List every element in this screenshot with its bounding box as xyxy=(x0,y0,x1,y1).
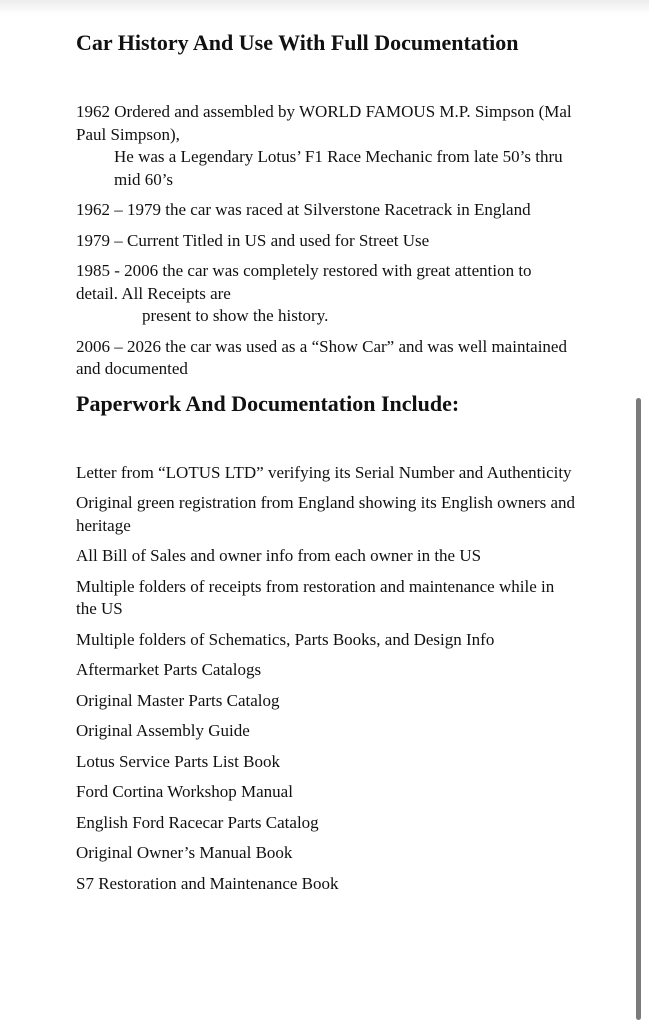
documentation-item: Original Owner’s Manual Book xyxy=(76,843,293,862)
history-heading: Car History And Use With Full Documentation xyxy=(76,30,519,55)
document-page xyxy=(76,28,576,903)
vertical-scrollbar[interactable] xyxy=(636,398,641,1020)
documentation-item: Lotus Service Parts List Book xyxy=(76,751,280,771)
history-list xyxy=(76,101,576,381)
history-entry xyxy=(76,260,576,328)
history-entry-continuation: present to show the history. xyxy=(142,306,329,325)
history-entry-text: 1962 Ordered and assembled by WORLD FAMOUS M.P. Simpson (Mal Paul Simpson), xyxy=(76,102,572,144)
history-entry xyxy=(76,230,576,253)
documentation-list xyxy=(76,462,576,896)
documentation-item: Ford Cortina Workshop Manual xyxy=(76,782,293,801)
history-entry xyxy=(76,101,576,191)
history-entry-continuation: He was a Legendary Lotus’ F1 Race Mechanic from late 50’s thru mid 60’s xyxy=(114,147,563,189)
documentation-item: English Ford Racecar Parts Catalog xyxy=(76,812,319,832)
documentation-heading: Paperwork And Documentation Include: xyxy=(76,390,460,416)
history-entry-text: 2006 – 2026 the car was used as a “Show Car” and was well maintained and documented xyxy=(76,336,567,378)
documentation-item: Letter from “LOTUS LTD” verifying its Serial Number and Authenticity xyxy=(76,462,572,482)
documentation-item: Original Master Parts Catalog xyxy=(76,690,280,710)
documentation-item: Original Assembly Guide xyxy=(76,721,250,740)
history-entry-text: 1985 - 2006 the car was completely restored with great attention to detail. All Receipts are xyxy=(76,261,532,303)
history-entry-text: 1979 – Current Titled in US and used for Street Use xyxy=(76,230,430,250)
history-entry-text: 1962 – 1979 the car was raced at Silverstone Racetrack in England xyxy=(76,200,531,219)
top-shadow xyxy=(0,0,649,14)
history-entry xyxy=(76,336,576,381)
documentation-item: Aftermarket Parts Catalogs xyxy=(76,660,262,679)
documentation-item: S7 Restoration and Maintenance Book xyxy=(76,873,339,893)
documentation-item: Multiple folders of Schematics, Parts Books, and Design Info xyxy=(76,629,495,649)
documentation-item: All Bill of Sales and owner info from each owner in the US xyxy=(76,546,482,565)
documentation-item: Multiple folders of receipts from restoration and maintenance while in the US xyxy=(76,576,555,618)
history-entry xyxy=(76,199,576,222)
documentation-item: Original green registration from England showing its English owners and heritage xyxy=(76,493,576,535)
